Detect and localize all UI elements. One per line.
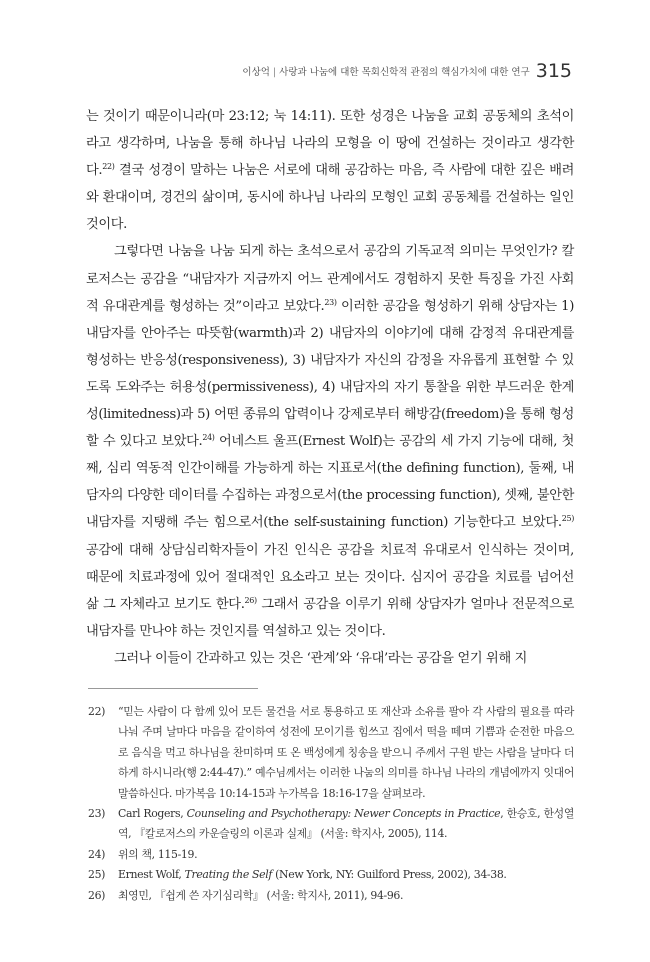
footnote-text: [118, 865, 574, 885]
header-separator: |: [272, 67, 277, 78]
text-run: 그렇다면 나눔을 나눔 되게 하는 초석으로서 공감의 기독교적 의미는 무엇인가? 칼 로저스는 공감을 “내담자가 지금까지 어느 관계에서도 경험하지 못한 특징을 가진 사회적 유대관계를 형성하는 것”이라고 보았다.: [86, 244, 574, 314]
footnote-divider: [88, 688, 258, 689]
text-run: 는 것이기 때문이니라(마 23:12; 눅 14:11). 또한 성경은 나눔을 교회 공동체의 초석이라고 생각하며, 나눔을 통해 하나님 나라의 모형을 이 땅에 건설하는 것이라고 생각한다.: [86, 109, 574, 179]
text-run: 최영민, 『쉽게 쓴 자기심리학』 (서울: 학지사, 2011), 94-96.: [118, 888, 404, 902]
footnote-ref: 23): [324, 297, 337, 307]
footnote-number: 24): [88, 847, 106, 861]
footnote: [88, 865, 574, 885]
footnote-number: 25): [88, 868, 106, 882]
footnote: [88, 845, 574, 865]
running-header: [70, 60, 572, 82]
italic-title: Treating the Self: [184, 868, 273, 882]
text-run: 그러나 이들이 간과하고 있는 것은 ‘관계’와 ‘유대’라는 공감을 얻기 위해 지: [114, 650, 528, 666]
body-paragraph: [86, 238, 574, 644]
footnote-ref: 26): [244, 595, 257, 605]
footnote-number: 22): [88, 705, 106, 718]
text-run: 그래서 공감을 이루기 위해 상담자가 얼마나 전문적으로 내담자를 만나야 하는 것인지를 역설하고 있는 것이다.: [86, 596, 574, 639]
body-paragraph: [86, 103, 574, 238]
text-run: 어네스트 울프(Ernest Wolf)는 공감의 세 가지 기능에 대해, 첫째, 심리 역동적 인간이해를 가능하게 하는 지표로서(the defining function), 둘째, 내담자의 다양한 데이터를 수집하는 과정으로서(the processing function), 셋째, 불안한 내담자를 지탱해 주는 힘으로서(the self-sustaining function) 기능한다고 보았다.: [86, 434, 574, 531]
footnote-text: [118, 845, 574, 865]
text-run: Carl Rogers,: [118, 807, 187, 821]
footnote: [88, 702, 574, 804]
footnote-text: [118, 702, 574, 804]
text-run: Ernest Wolf,: [118, 868, 185, 882]
footnote-ref: 25): [561, 514, 574, 524]
text-run: 결국 성경이 말하는 나눔은 서로에 대해 공감하는 마음, 즉 사람에 대한 깊은 배려와 환대이며, 경건의 삶이며, 동시에 하나님 나라의 모형인 교회 공동체를 건설하는 일인 것이다.: [86, 163, 574, 233]
text-run: (New York, NY: Guilford Press, 2002), 34-38.: [272, 868, 507, 882]
header-author: 이상억: [242, 67, 270, 78]
footnote: [88, 886, 574, 906]
text-run: , 한승호, 한성열 역, 『칼로저스의 카운슬링의 이론과 실제』 (서울: 학지사, 2005), 114.: [118, 807, 574, 841]
text-run: 이러한 공감을 형성하기 위해 상담자는 1) 내담자를 안아주는 따뜻함(warmth)과 2) 내담자의 이야기에 대해 감정적 유대관계를 형성하는 반응성(responsiveness), 3) 내담자가 자신의 감정을 자유롭게 표현할 수 있도록 도와주는 허용성(permissiveness), 4) 내담자의 자기 통찰을 위한 부드러운 한계성(limitedness)과 5) 어떤 종류의 압력이나 강제로부터 해방감(freedom)을 통해 형성할 수 있다고 보았다.: [86, 298, 574, 450]
footnote: [88, 804, 574, 845]
footnotes: [88, 702, 574, 906]
body-paragraph: [86, 645, 574, 672]
body-text: [86, 103, 574, 672]
text-run: 위의 책, 115-19.: [118, 847, 198, 861]
page-number: 315: [535, 60, 572, 82]
italic-title: Counseling and Psychotherapy: Newer Concepts in Practice: [186, 807, 501, 821]
text-run: 공감에 대해 상담심리학자들이 가진 인식은 공감을 치료적 유대로서 인식하는 것이며, 때문에 치료과정에 있어 절대적인 요소라고 보는 것이다. 심지어 공감을 치료를 넘어선 삶 그 자체라고 보기도 한다.: [86, 542, 574, 612]
header-title: 사랑과 나눔에 대한 목회신학적 관점의 핵심가치에 대한 연구: [279, 67, 530, 78]
text-run: “믿는 사람이 다 함께 있어 모든 물건을 서로 통용하고 또 재산과 소유를 팔아 각 사람의 필요를 따라 나눠 주며 날마다 마음을 같이하여 성전에 모이기를 힘쓰고 집에서 떡을 떼며 기쁨과 순전한 마음으로 음식을 먹고 하나님을 찬미하며 또 온 백성에게 칭송을 받으니 주께서 구원 받는 사람을 날마다 더하게 하시니라(행 2:44-47).” 예수님께서는 이러한 나눔의 의미를 하나님 나라의 개념에까지 잇대어 말씀하신다. 마가복음 10:14-15과 누가복음 18:16-17을 살펴보라.: [118, 705, 574, 800]
footnote-text: [118, 804, 574, 845]
footnote-ref: 22): [102, 162, 115, 172]
footnote-number: 26): [88, 888, 106, 902]
footnote-number: 23): [88, 807, 106, 821]
footnote-ref: 24): [202, 433, 215, 443]
footnote-text: [118, 886, 574, 906]
